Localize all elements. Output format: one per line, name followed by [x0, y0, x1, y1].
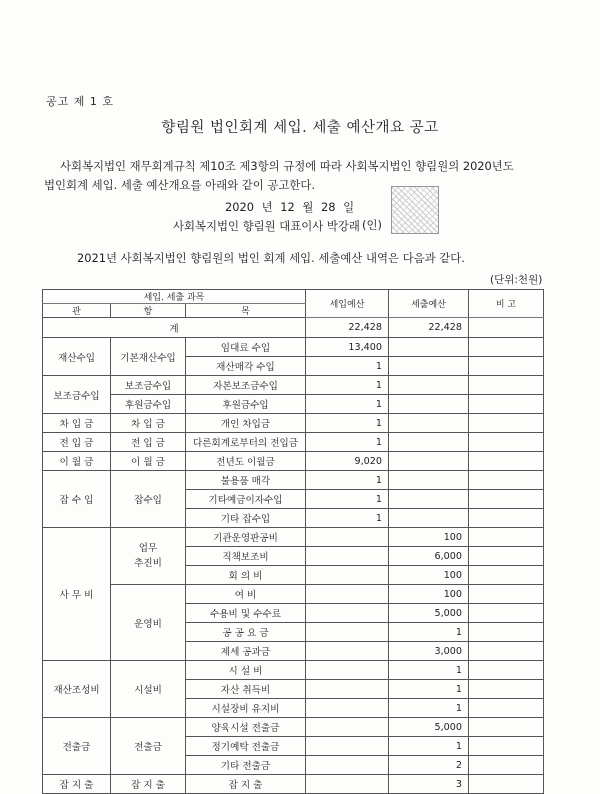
note-cell [469, 414, 544, 433]
note-cell [469, 680, 544, 699]
expense-cell: 2 [389, 756, 469, 775]
note-cell [469, 528, 544, 547]
expense-cell: 100 [389, 528, 469, 547]
mok-cell: 기타 전출금 [186, 756, 306, 775]
mok-cell: 수용비 및 수수료 [186, 604, 306, 623]
income-cell [306, 661, 389, 680]
note-cell [469, 566, 544, 585]
mok-cell: 후원금수입 [186, 395, 306, 414]
note-cell [469, 357, 544, 376]
income-cell: 1 [306, 357, 389, 376]
mok-cell: 재산매각 수입 [186, 357, 306, 376]
note-cell [469, 452, 544, 471]
note-cell [469, 471, 544, 490]
income-cell [306, 604, 389, 623]
gwan-cell: 재산조성비 [43, 661, 111, 718]
expense-cell: 1 [389, 699, 469, 718]
income-cell: 1 [306, 490, 389, 509]
header-mok: 목 [186, 304, 306, 318]
official-seal-icon [391, 186, 439, 234]
expense-cell: 6,000 [389, 547, 469, 566]
income-cell [306, 528, 389, 547]
table-row [43, 376, 544, 395]
note-cell [469, 642, 544, 661]
expense-cell [389, 452, 469, 471]
table-row [43, 528, 544, 547]
income-cell [306, 623, 389, 642]
table-row [43, 395, 544, 414]
mok-cell: 정기예탁 전출금 [186, 737, 306, 756]
mok-cell: 개인 차입금 [186, 414, 306, 433]
hang-cell: 시설비 [111, 661, 186, 718]
table-row [43, 661, 544, 680]
hang-cell: 보조금수입 [111, 376, 186, 395]
expense-cell: 100 [389, 566, 469, 585]
mok-cell: 공 공 요 금 [186, 623, 306, 642]
gwan-cell: 전 입 금 [43, 433, 111, 452]
hang-cell: 이 월 금 [111, 452, 186, 471]
income-cell: 1 [306, 509, 389, 528]
notice-date: 2020 년 12 월 28 일 [225, 200, 355, 214]
total-label: 계 [43, 318, 306, 338]
gwan-cell: 사 무 비 [43, 528, 111, 661]
note-cell [469, 775, 544, 794]
hang-cell: 잡 지 출 [111, 775, 186, 794]
table-header-row [43, 290, 544, 304]
budget-table [42, 289, 544, 794]
gwan-cell: 전출금 [43, 718, 111, 775]
expense-cell [389, 490, 469, 509]
mok-cell: 제세 공과금 [186, 642, 306, 661]
income-cell: 9,020 [306, 452, 389, 471]
table-row [43, 585, 544, 604]
table-row [43, 414, 544, 433]
hang-cell: 잡수입 [111, 471, 186, 528]
expense-cell: 1 [389, 737, 469, 756]
hang-cell: 전 입 금 [111, 433, 186, 452]
note-cell [469, 756, 544, 775]
expense-cell [389, 471, 469, 490]
note-cell [469, 338, 544, 357]
table-row [43, 433, 544, 452]
mok-cell: 시 설 비 [186, 661, 306, 680]
hang-cell: 전출금 [111, 718, 186, 775]
gwan-cell: 잡 지 출 [43, 775, 111, 794]
total-income: 22,428 [306, 318, 389, 338]
mok-cell: 기타예금이자수입 [186, 490, 306, 509]
note-cell [469, 604, 544, 623]
income-cell [306, 566, 389, 585]
note-cell [469, 490, 544, 509]
mok-cell: 기타 잡수입 [186, 509, 306, 528]
income-cell [306, 547, 389, 566]
note-cell [469, 433, 544, 452]
hang-cell: 후원금수입 [111, 395, 186, 414]
expense-cell: 1 [389, 661, 469, 680]
income-cell [306, 699, 389, 718]
total-expense: 22,428 [389, 318, 469, 338]
hang-cell: 운영비 [111, 585, 186, 661]
expense-cell: 5,000 [389, 718, 469, 737]
expense-cell: 5,000 [389, 604, 469, 623]
body-line-1: 사회복지법인 재무회계규칙 제10조 제3항의 규정에 따라 사회복지법인 향림원의 2020년도 [60, 159, 514, 173]
income-cell: 1 [306, 395, 389, 414]
expense-cell [389, 338, 469, 357]
expense-cell: 1 [389, 680, 469, 699]
income-cell [306, 642, 389, 661]
header-gwan: 관 [43, 304, 111, 318]
gwan-cell: 잡 수 입 [43, 471, 111, 528]
note-cell [469, 509, 544, 528]
note-cell [469, 718, 544, 737]
header-hang: 항 [111, 304, 186, 318]
document-title: 향림원 법인회계 세입. 세출 예산개요 공고 [161, 120, 439, 136]
expense-cell: 1 [389, 623, 469, 642]
expense-cell [389, 433, 469, 452]
mok-cell: 임대료 수입 [186, 338, 306, 357]
table-row [43, 718, 544, 737]
mok-cell: 전년도 이월금 [186, 452, 306, 471]
body-line-2: 법인회계 세입. 세출 예산개요를 아래와 같이 공고한다. [44, 178, 316, 192]
income-cell [306, 737, 389, 756]
expense-cell [389, 376, 469, 395]
expense-cell: 3 [389, 775, 469, 794]
expense-cell: 100 [389, 585, 469, 604]
income-cell [306, 718, 389, 737]
income-cell: 1 [306, 433, 389, 452]
income-cell [306, 585, 389, 604]
expense-cell [389, 357, 469, 376]
gwan-cell: 보조금수입 [43, 376, 111, 414]
hang-cell: 기본재산수입 [111, 338, 186, 376]
mok-cell: 자본보조금수입 [186, 376, 306, 395]
mok-cell: 여 비 [186, 585, 306, 604]
mok-cell: 다른회계로부터의 전입금 [186, 433, 306, 452]
income-cell [306, 680, 389, 699]
header-category-group: 세입. 세출 과목 [43, 290, 306, 304]
mok-cell: 잡 지 출 [186, 775, 306, 794]
budget-summary: 2021년 사회복지법인 향림원의 법인 회계 세입. 세출예산 내역은 다음과 같다. [77, 251, 465, 265]
income-cell: 13,400 [306, 338, 389, 357]
signer-name: 사회복지법인 향림원 대표이사 박강래 [173, 219, 360, 233]
income-cell [306, 775, 389, 794]
income-cell: 1 [306, 376, 389, 395]
note-cell [469, 585, 544, 604]
expense-cell [389, 395, 469, 414]
table-row [43, 452, 544, 471]
unit-label: (단위:천원) [490, 274, 543, 286]
mok-cell: 자산 취득비 [186, 680, 306, 699]
income-cell: 1 [306, 414, 389, 433]
header-note: 비 고 [469, 290, 544, 318]
gwan-cell: 차 입 금 [43, 414, 111, 433]
mok-cell: 회 의 비 [186, 566, 306, 585]
hang-cell: 업무 추진비 [111, 528, 186, 585]
notice-number: 공고 제 1 호 [46, 95, 114, 108]
mok-cell: 불용품 매각 [186, 471, 306, 490]
expense-cell [389, 414, 469, 433]
note-cell [469, 547, 544, 566]
expense-cell: 3,000 [389, 642, 469, 661]
hang-cell: 차 입 금 [111, 414, 186, 433]
table-row [43, 338, 544, 357]
note-cell [469, 661, 544, 680]
note-cell [469, 376, 544, 395]
gwan-cell: 이 월 금 [43, 452, 111, 471]
note-cell [469, 699, 544, 718]
note-cell [469, 318, 544, 338]
gwan-cell: 재산수입 [43, 338, 111, 376]
note-cell [469, 395, 544, 414]
table-row [43, 471, 544, 490]
total-row [43, 318, 544, 338]
note-cell [469, 623, 544, 642]
mok-cell: 직책보조비 [186, 547, 306, 566]
income-cell: 1 [306, 471, 389, 490]
mok-cell: 양육시설 전출금 [186, 718, 306, 737]
note-cell [469, 737, 544, 756]
header-income: 세입예산 [306, 290, 389, 318]
expense-cell [389, 509, 469, 528]
income-cell [306, 756, 389, 775]
table-row [43, 775, 544, 794]
mok-cell: 시설장비 유지비 [186, 699, 306, 718]
mok-cell: 기관운영판공비 [186, 528, 306, 547]
seal-mark: (인) [362, 218, 382, 232]
header-expense: 세출예산 [389, 290, 469, 318]
